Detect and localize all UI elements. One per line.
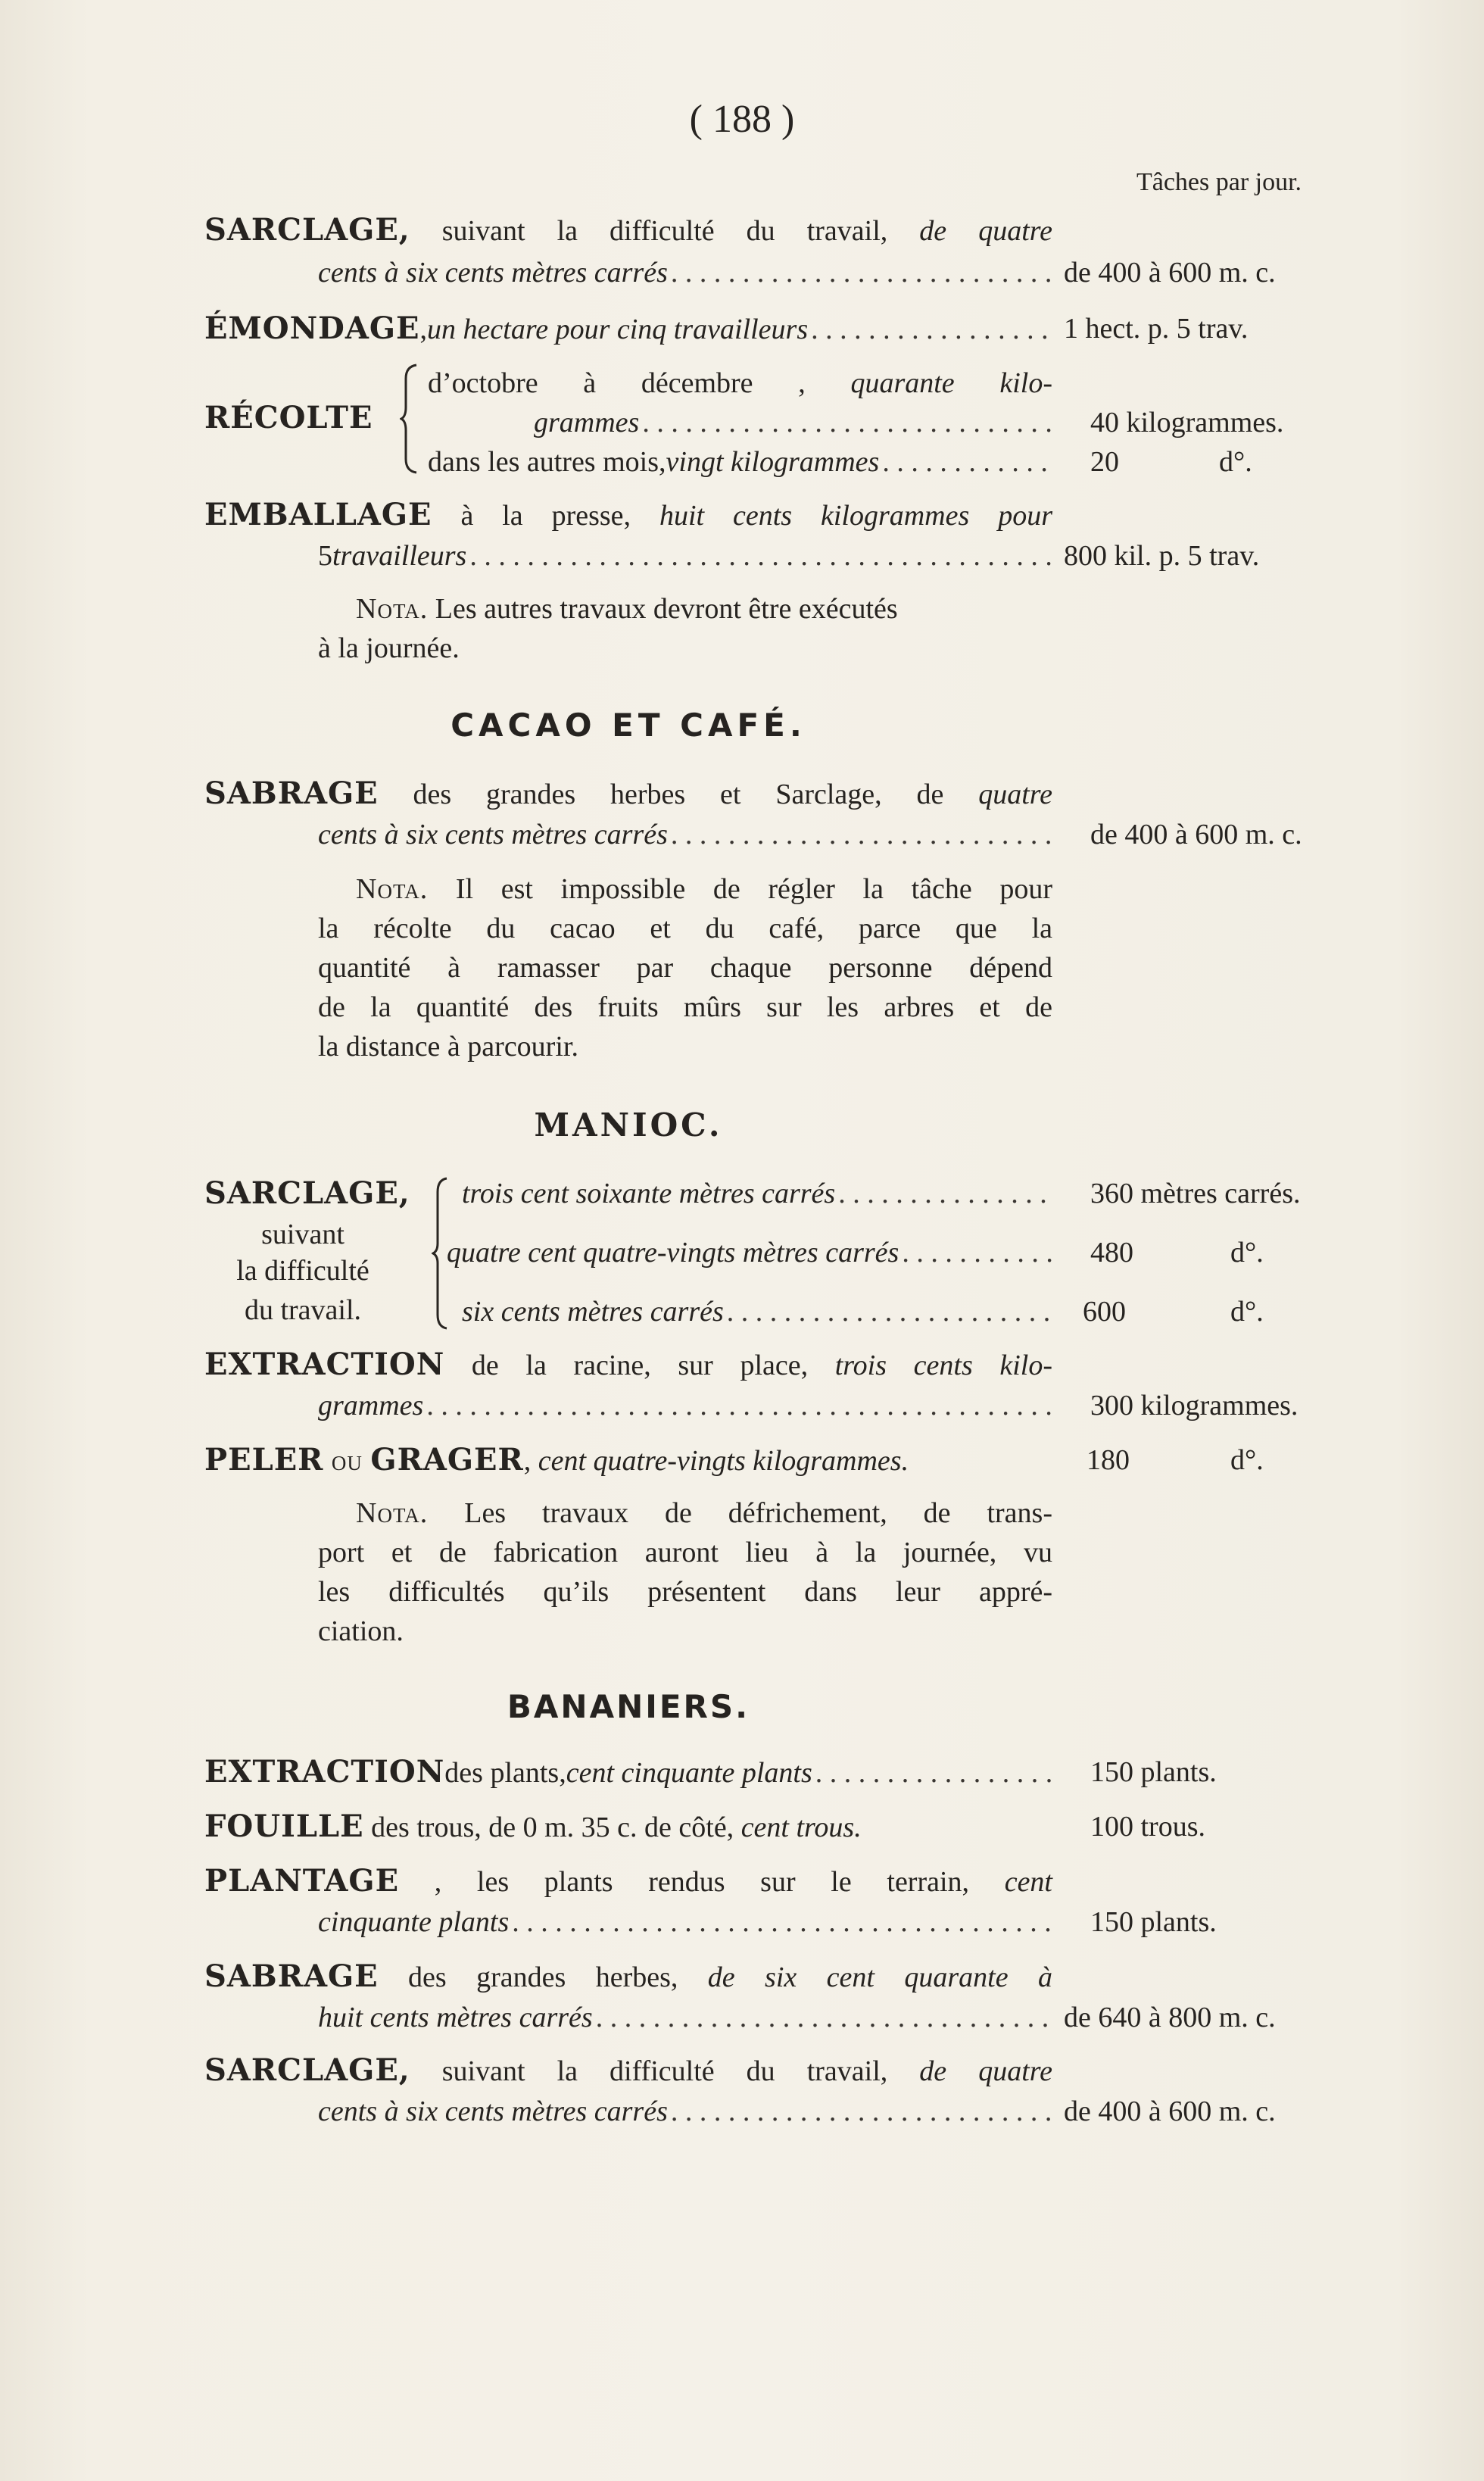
recolte-line1: d’octobre à décembre , quarante kilo- — [428, 367, 1052, 399]
term: PLANTAGE — [204, 1863, 400, 1899]
sarclage3-line2: cents à six cents mètres carrés . . . — [318, 2090, 1052, 2133]
nota2-line2: la récolte du cacao et du café, parce que la — [318, 913, 1052, 944]
peler-line: PELER ou GRAGER, cent quatre-vingts kilogrammes. — [204, 1442, 909, 1478]
term: ÉMONDAGE — [204, 311, 420, 346]
sarclage2-row1: trois cent soixante mètres carrés . . . — [462, 1172, 1052, 1215]
recolte-line2: grammes . . . — [534, 401, 1052, 444]
sarclage3-line1: SARCLAGE, suivant la difficulté du travail, de quatre — [204, 2052, 1053, 2088]
term: FOUILLE — [204, 1808, 364, 1844]
emballage-line1: EMBALLAGE à la presse, huit cents kilogrammes pour — [204, 497, 1052, 532]
sarclage2-row3-ditto: d°. — [1230, 1296, 1264, 1328]
sarclage2-term: SARCLAGE, — [204, 1175, 410, 1211]
leader-dots — [596, 1996, 1052, 2039]
sabrage2-line2: huit cents mètres carrés . . . — [318, 1996, 1052, 2039]
sarclage1-line2: cents à six cents mètres carrés . . . — [318, 251, 1052, 294]
nota3-line1: Nota. Les travaux de défrichement, de trans- — [356, 1497, 1052, 1529]
column-header: Tâches par jour. — [1136, 168, 1302, 196]
leader-dots — [902, 1231, 1052, 1274]
leader-dots — [512, 1901, 1052, 1943]
sarclage2-side3: du travail. — [244, 1294, 362, 1326]
extraction1-line2: grammes . . . — [318, 1384, 1052, 1427]
nota2-line1: Nota. Il est impossible de régler la tâche pour — [356, 873, 1052, 905]
sarclage2-side2: la difficulté — [236, 1255, 369, 1287]
term: SABRAGE — [204, 1958, 379, 1994]
extraction2-value: 150 plants. — [1090, 1756, 1217, 1788]
sarclage2-row2-ditto: d°. — [1230, 1237, 1264, 1269]
sabrage1-value: de 400 à 600 m. c. — [1090, 819, 1302, 850]
leader-dots — [671, 251, 1052, 294]
plantage-value: 150 plants. — [1090, 1906, 1217, 1938]
nota2-line4: de la quantité des fruits mûrs sur les arbres et de — [318, 991, 1052, 1023]
leader-dots — [469, 535, 1052, 577]
leader-dots — [838, 1172, 1052, 1215]
sarclage2-row3: six cents mètres carrés . . . — [462, 1290, 1052, 1333]
plantage-line1: PLANTAGE , les plants rendus sur le terrain, cent — [204, 1863, 1052, 1899]
fouille-value: 100 trous. — [1090, 1811, 1205, 1843]
leader-dots — [671, 2090, 1052, 2133]
leader-dots — [426, 1384, 1052, 1427]
sarclage3-value: de 400 à 600 m. c. — [1064, 2096, 1276, 2127]
page-number: ( 188 ) — [689, 98, 795, 141]
nota3-line2: port et de fabrication auront lieu à la journée, vu — [318, 1537, 1052, 1568]
extraction1-line1: EXTRACTION de la racine, sur place, trois cents kilo- — [204, 1347, 1052, 1382]
term: SARCLAGE, — [204, 212, 410, 248]
emondage-value: 1 hect. p. 5 trav. — [1064, 313, 1249, 345]
section-heading-manioc: MANIOC. — [534, 1106, 723, 1144]
sabrage2-value: de 640 à 800 m. c. — [1064, 2002, 1276, 2033]
extraction1-value: 300 kilogrammes. — [1090, 1390, 1298, 1422]
sarclage1-line1: SARCLAGE, suivant la difficulté du travail, de quatre — [204, 212, 1053, 248]
sarclage1-value: de 400 à 600 m. c. — [1064, 257, 1276, 289]
brace-icon — [400, 362, 422, 476]
nota2-line3: quantité à ramasser par chaque personne dépend — [318, 952, 1052, 984]
sarclage2-row2-num: 480 — [1090, 1237, 1133, 1269]
sabrage1-line2: cents à six cents mètres carrés . . . — [318, 813, 1052, 856]
term: SABRAGE — [204, 776, 379, 811]
nota3-line4: ciation. — [318, 1615, 404, 1647]
leader-dots — [727, 1290, 1052, 1333]
leader-dots — [882, 441, 1052, 483]
sarclage2-side1: suivant — [261, 1219, 344, 1250]
term: EMBALLAGE — [204, 497, 432, 532]
sarclage2-row3-num: 600 — [1083, 1296, 1126, 1328]
nota2-line5: la distance à parcourir. — [318, 1031, 578, 1063]
recolte-value2-num: 20 — [1090, 446, 1119, 478]
peler-value-ditto: d°. — [1230, 1444, 1264, 1476]
section-heading-bananiers: BANANIERS. — [507, 1688, 750, 1725]
leader-dots — [811, 308, 1052, 351]
sarclage2-row2: quatre cent quatre-vingts mètres carrés . . . — [447, 1231, 1052, 1274]
recolte-line3: dans les autres mois, vingt kilogrammes . . . — [428, 441, 1052, 483]
section-heading-cacao: CACAO ET CAFÉ. — [450, 707, 806, 744]
term: SARCLAGE, — [204, 2052, 410, 2088]
emballage-line2: 5 travailleurs . . . — [318, 535, 1052, 577]
nota1-line2: à la journée. — [318, 632, 460, 664]
leader-dots — [642, 401, 1052, 444]
leader-dots — [815, 1752, 1052, 1794]
term: EXTRACTION — [204, 1347, 445, 1382]
term: PELER — [204, 1442, 324, 1478]
sabrage2-line1: SABRAGE des grandes herbes, de six cent quarante à — [204, 1958, 1052, 1994]
recolte-value2-ditto: d°. — [1219, 446, 1252, 478]
fouille-line: FOUILLE des trous, de 0 m. 35 c. de côté, cent trous. — [204, 1808, 862, 1844]
leader-dots — [671, 813, 1052, 856]
extraction2-line: EXTRACTION des plants, cent cinquante plants . . . — [204, 1751, 1052, 1793]
emballage-value: 800 kil. p. 5 trav. — [1064, 540, 1260, 572]
recolte-value1: 40 kilogrammes. — [1090, 407, 1284, 438]
plantage-line2: cinquante plants . . . — [318, 1901, 1052, 1943]
recolte-term: RÉCOLTE — [204, 400, 373, 435]
term: EXTRACTION — [204, 1754, 445, 1790]
sabrage1-line1: SABRAGE des grandes herbes et Sarclage, de quatre — [204, 776, 1052, 811]
nota1-line1: Nota. Les autres travaux devront être exécutés — [356, 593, 898, 625]
nota3-line3: les difficultés qu’ils présentent dans leur appré- — [318, 1576, 1052, 1608]
peler-value-num: 180 — [1086, 1444, 1130, 1476]
emondage-line: ÉMONDAGE , un hectare pour cinq travailleurs . . . — [204, 307, 1052, 350]
sarclage2-row1-value: 360 mètres carrés. — [1090, 1178, 1301, 1209]
